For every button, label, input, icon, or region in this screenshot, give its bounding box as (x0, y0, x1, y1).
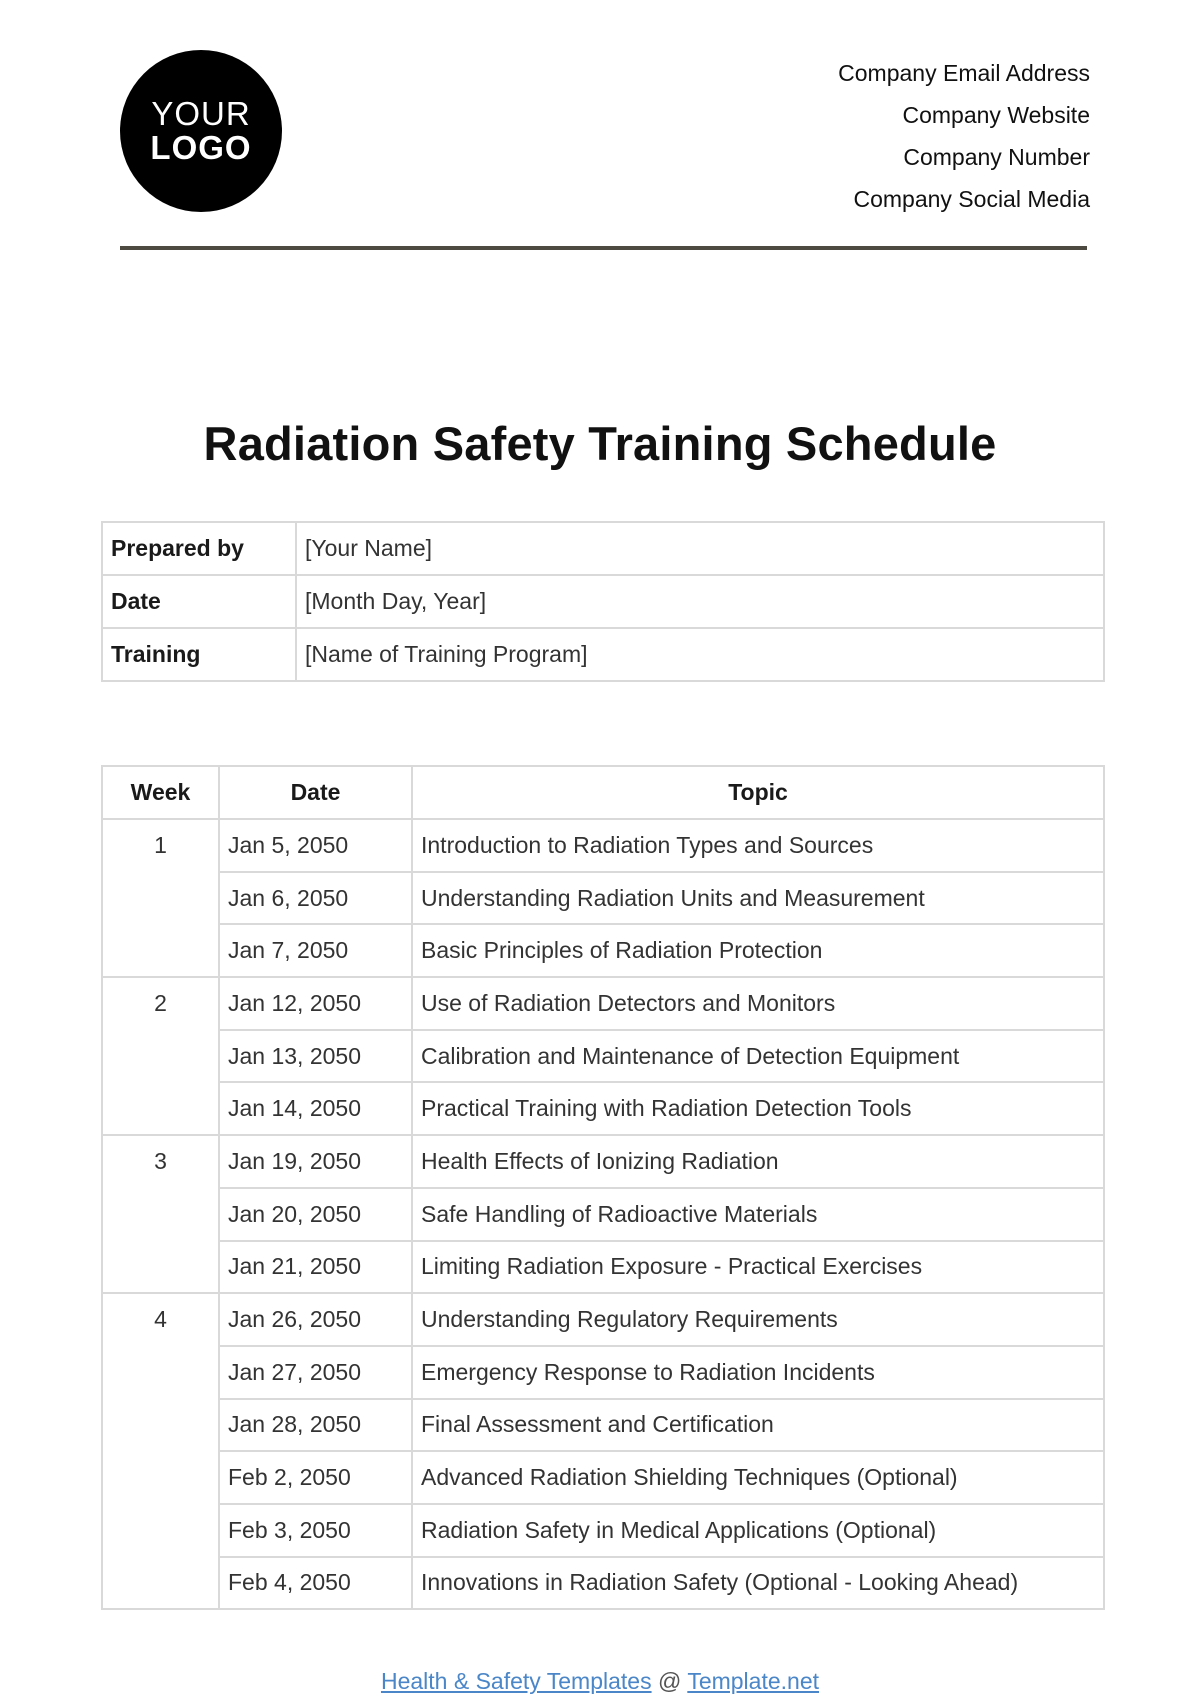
session-topic: Radiation Safety in Medical Applications (Optional) (412, 1504, 1104, 1557)
session-topic: Basic Principles of Radiation Protection (412, 924, 1104, 977)
week-number: 2 (102, 977, 219, 1135)
document-title: Radiation Safety Training Schedule (203, 417, 997, 470)
session-date: Jan 27, 2050 (219, 1346, 412, 1399)
session-topic: Emergency Response to Radiation Incidents (412, 1346, 1104, 1399)
table-row (102, 1399, 1104, 1452)
table-row (102, 1346, 1104, 1399)
table-row (102, 819, 1104, 872)
session-date: Jan 12, 2050 (219, 977, 412, 1030)
template-net-link[interactable]: Template.net (687, 1668, 820, 1694)
info-label: Date (102, 575, 296, 628)
table-row (102, 924, 1104, 977)
info-row-training (102, 628, 1104, 681)
session-date: Jan 21, 2050 (219, 1241, 412, 1294)
session-topic: Health Effects of Ionizing Radiation (412, 1135, 1104, 1188)
session-date: Jan 13, 2050 (219, 1030, 412, 1083)
session-topic: Final Assessment and Certification (412, 1399, 1104, 1452)
info-value-field[interactable]: [Name of Training Program] (296, 628, 1104, 681)
session-topic: Innovations in Radiation Safety (Optional - Looking Ahead) (412, 1557, 1104, 1610)
session-date: Jan 14, 2050 (219, 1082, 412, 1135)
session-date: Jan 5, 2050 (219, 819, 412, 872)
table-row (102, 1504, 1104, 1557)
week-number: 1 (102, 819, 219, 977)
document-info-table (101, 521, 1105, 682)
info-value-field[interactable]: [Your Name] (296, 522, 1104, 575)
session-date: Jan 7, 2050 (219, 924, 412, 977)
logo-text-logo: LOGO (150, 129, 252, 166)
session-topic: Introduction to Radiation Types and Sources (412, 819, 1104, 872)
session-topic: Practical Training with Radiation Detection Tools (412, 1082, 1104, 1135)
company-logo (120, 50, 282, 212)
table-row (102, 872, 1104, 925)
company-number: Company Number (903, 144, 1090, 170)
info-label: Prepared by (102, 522, 296, 575)
company-info (838, 52, 1090, 220)
session-topic: Understanding Radiation Units and Measurement (412, 872, 1104, 925)
table-row (102, 1082, 1104, 1135)
session-topic: Limiting Radiation Exposure - Practical Exercises (412, 1241, 1104, 1294)
column-header-week: Week (102, 766, 219, 819)
session-date: Jan 19, 2050 (219, 1135, 412, 1188)
table-row (102, 977, 1104, 1030)
session-date: Jan 26, 2050 (219, 1293, 412, 1346)
session-date: Jan 28, 2050 (219, 1399, 412, 1452)
week-number: 4 (102, 1293, 219, 1609)
company-social-media: Company Social Media (853, 186, 1090, 212)
table-header-row (102, 766, 1104, 819)
health-safety-templates-link[interactable]: Health & Safety Templates (380, 1668, 652, 1694)
table-row (102, 1135, 1104, 1188)
table-row (102, 1030, 1104, 1083)
company-email: Company Email Address (838, 60, 1090, 86)
info-value-field[interactable]: [Month Day, Year] (296, 575, 1104, 628)
session-topic: Use of Radiation Detectors and Monitors (412, 977, 1104, 1030)
session-topic: Advanced Radiation Shielding Techniques (Optional) (412, 1451, 1104, 1504)
session-date: Feb 2, 2050 (219, 1451, 412, 1504)
footer-separator: @ (657, 1668, 682, 1694)
training-schedule-table (101, 765, 1105, 1610)
table-row (102, 1557, 1104, 1610)
info-row-date (102, 575, 1104, 628)
session-date: Feb 4, 2050 (219, 1557, 412, 1610)
info-row-prepared-by (102, 522, 1104, 575)
session-topic: Calibration and Maintenance of Detection Equipment (412, 1030, 1104, 1083)
table-row (102, 1241, 1104, 1294)
company-website: Company Website (902, 102, 1090, 128)
footer-attribution (0, 1668, 1200, 1695)
column-header-date: Date (219, 766, 412, 819)
session-date: Jan 20, 2050 (219, 1188, 412, 1241)
column-header-topic: Topic (412, 766, 1104, 819)
logo-text-your: YOUR (151, 95, 251, 132)
info-label: Training (102, 628, 296, 681)
week-number: 3 (102, 1135, 219, 1293)
table-row (102, 1188, 1104, 1241)
session-date: Feb 3, 2050 (219, 1504, 412, 1557)
header-divider (120, 246, 1087, 250)
session-topic: Safe Handling of Radioactive Materials (412, 1188, 1104, 1241)
session-topic: Understanding Regulatory Requirements (412, 1293, 1104, 1346)
session-date: Jan 6, 2050 (219, 872, 412, 925)
table-row (102, 1451, 1104, 1504)
table-row (102, 1293, 1104, 1346)
